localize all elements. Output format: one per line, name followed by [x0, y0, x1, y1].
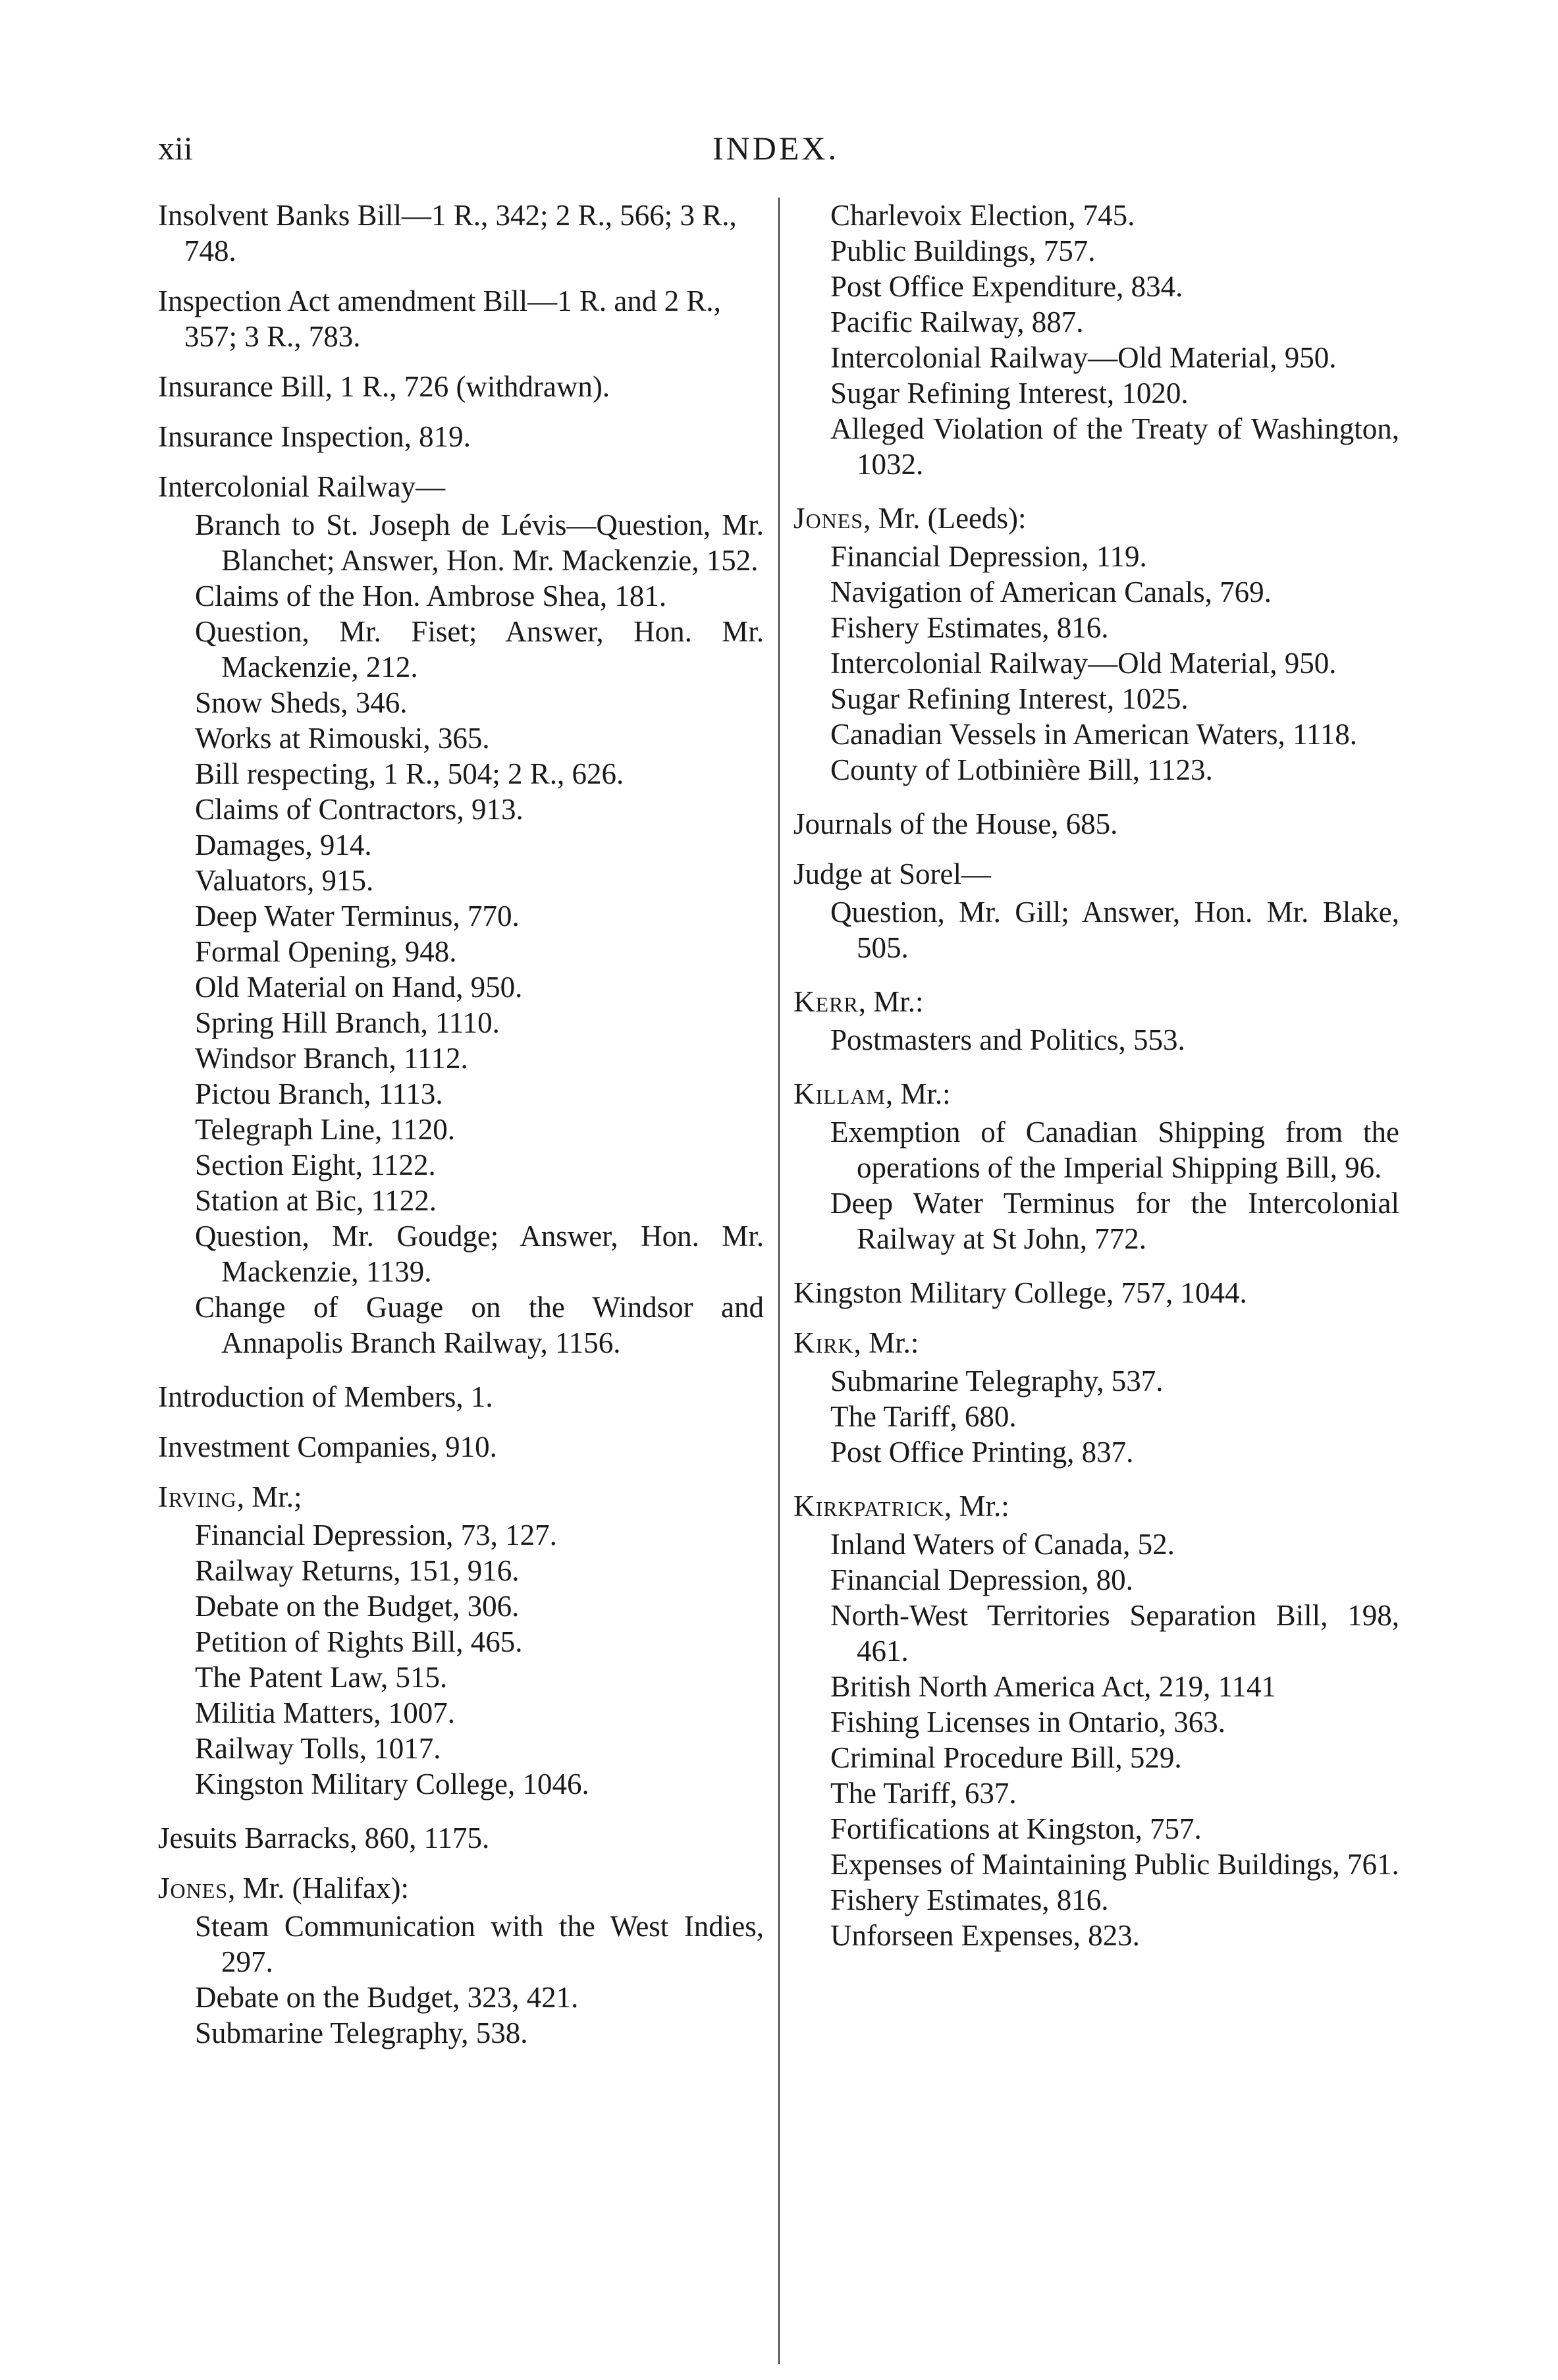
sub-entry: Sugar Refining Interest, 1025.	[830, 682, 1189, 715]
sub-entry: Petition of Rights Bill, 465.	[195, 1625, 523, 1658]
page-number: xii	[158, 130, 193, 167]
sub-entry: Fishery Estimates, 816.	[830, 1883, 1109, 1916]
sub-entry: Intercolonial Railway—Old Material, 950.	[830, 341, 1337, 374]
index-group-kerr	[793, 984, 1399, 1058]
index-entry: Insurance Bill, 1 R., 726 (withdrawn).	[158, 370, 610, 403]
member-suffix: , Mr.;	[236, 1480, 302, 1513]
sub-entry: Debate on the Budget, 323, 421.	[195, 1981, 579, 2014]
member-suffix: , Mr.:	[858, 985, 924, 1018]
member-suffix: , Mr.:	[944, 1490, 1009, 1523]
index-group-jones-leeds	[793, 500, 1399, 788]
index-entry: Insolvent Banks Bill—1 R., 342; 2 R., 566; 3 R., 748.	[158, 199, 737, 267]
index-entry: Kingston Military College, 757, 1044.	[793, 1276, 1247, 1309]
sub-entry: Sugar Refining Interest, 1020.	[830, 377, 1189, 410]
group-heading: Intercolonial Railway—	[158, 470, 446, 503]
sub-entry: Damages, 914.	[195, 828, 372, 861]
sub-entry: Branch to St. Joseph de Lévis—Question, Mr. Blanchet; Answer, Hon. Mr. Mackenzie, 152.	[195, 508, 764, 577]
member-name: Killam	[793, 1077, 886, 1110]
sub-entry: Question, Mr. Goudge; Answer, Hon. Mr. Mackenzie, 1139.	[195, 1220, 764, 1288]
sub-entry: Inland Waters of Canada, 52.	[830, 1528, 1175, 1561]
sub-entry: The Tariff, 680.	[830, 1400, 1017, 1433]
sub-entry: North-West Territories Separation Bill, 198, 461.	[830, 1599, 1399, 1667]
left-column	[158, 198, 764, 2069]
member-suffix: , Mr.:	[853, 1326, 919, 1359]
index-entry: Insurance Inspection, 819.	[158, 420, 471, 453]
sub-entry: Fishing Licenses in Ontario, 363.	[830, 1706, 1225, 1739]
sub-entry: Change of Guage on the Windsor and Annapolis Branch Railway, 1156.	[195, 1291, 764, 1359]
sub-entry: Claims of the Hon. Ambrose Shea, 181.	[195, 580, 667, 612]
page-title: INDEX.	[712, 130, 840, 167]
sub-entry: Financial Depression, 119.	[830, 540, 1147, 573]
group-heading	[793, 1488, 1399, 1524]
sub-entry: Deep Water Terminus, 770.	[195, 900, 520, 933]
group-heading	[793, 1076, 1399, 1112]
sub-entry: Deep Water Terminus for the Intercolonial Railway at St John, 772.	[830, 1187, 1399, 1255]
page-header	[158, 129, 1393, 175]
index-group-judge-at-sorel	[793, 856, 1399, 965]
sub-entry: Submarine Telegraphy, 537.	[830, 1365, 1164, 1397]
sub-entry: Claims of Contractors, 913.	[195, 793, 524, 826]
member-name: Kirkpatrick	[793, 1490, 945, 1523]
sub-entry: Militia Matters, 1007.	[195, 1696, 455, 1729]
sub-entry: Criminal Procedure Bill, 529.	[830, 1741, 1182, 1774]
sub-entry: Submarine Telegraphy, 538.	[195, 2016, 528, 2049]
sub-entry: Question, Mr. Gill; Answer, Hon. Mr. Blake, 505.	[830, 896, 1399, 964]
sub-entry: Pacific Railway, 887.	[830, 306, 1084, 338]
member-name: Jones	[793, 502, 864, 535]
group-heading	[793, 984, 1399, 1019]
sub-entry: Pictou Branch, 1113.	[195, 1077, 443, 1110]
sub-entry: Charlevoix Election, 745.	[830, 199, 1135, 232]
sub-entry: Railway Returns, 151, 916.	[195, 1554, 520, 1587]
sub-entry: The Patent Law, 515.	[195, 1661, 448, 1694]
index-entry: Journals of the House, 685.	[793, 807, 1118, 840]
sub-entry: Section Eight, 1122.	[195, 1149, 436, 1181]
sub-entry: Unforseen Expenses, 823.	[830, 1919, 1140, 1952]
sub-entry: Telegraph Line, 1120.	[195, 1113, 456, 1146]
right-column	[793, 198, 1399, 1972]
sub-entry: Fishery Estimates, 816.	[830, 611, 1109, 644]
group-heading	[793, 1325, 1399, 1361]
column-divider	[778, 198, 780, 2364]
sub-entry: Bill respecting, 1 R., 504; 2 R., 626.	[195, 757, 624, 790]
index-entry: Inspection Act amendment Bill—1 R. and 2 R., 357; 3 R., 783.	[158, 284, 721, 353]
index-group-kirk	[793, 1325, 1399, 1470]
sub-entry: County of Lotbinière Bill, 1123.	[830, 753, 1213, 786]
sub-entry: Navigation of American Canals, 769.	[830, 576, 1272, 609]
sub-entry: Spring Hill Branch, 1110.	[195, 1006, 500, 1039]
sub-entry: Kingston Military College, 1046.	[195, 1768, 589, 1800]
sub-entry: Railway Tolls, 1017.	[195, 1732, 441, 1765]
sub-entry: Post Office Printing, 837.	[830, 1436, 1134, 1469]
index-group-jones-halifax	[158, 1870, 764, 2051]
member-suffix: , Mr.:	[885, 1077, 951, 1110]
sub-entry: Windsor Branch, 1112.	[195, 1042, 468, 1075]
index-group-continued	[793, 198, 1399, 482]
sub-entry: Intercolonial Railway—Old Material, 950.	[830, 647, 1337, 680]
index-group-intercolonial-railway	[158, 469, 764, 1361]
index-group-irving	[158, 1479, 764, 1802]
member-name: Irving	[158, 1480, 237, 1513]
sub-entry: Question, Mr. Fiset; Answer, Hon. Mr. Mackenzie, 212.	[195, 615, 764, 684]
group-heading	[158, 1479, 764, 1515]
sub-entry: Financial Depression, 80.	[830, 1563, 1133, 1596]
sub-entry: Valuators, 915.	[195, 864, 374, 897]
member-name: Jones	[158, 1872, 228, 1905]
group-heading: Judge at Sorel—	[793, 857, 991, 890]
index-entry: Introduction of Members, 1.	[158, 1380, 493, 1413]
member-suffix: , Mr. (Leeds):	[863, 502, 1027, 535]
sub-entry: Formal Opening, 948.	[195, 935, 457, 968]
index-group-killam	[793, 1076, 1399, 1257]
sub-entry: Fortifications at Kingston, 757.	[830, 1812, 1202, 1845]
index-group-kirkpatrick	[793, 1488, 1399, 1953]
sub-entry: Exemption of Canadian Shipping from the operations of the Imperial Shipping Bill, 96.	[830, 1116, 1399, 1184]
index-entry: Jesuits Barracks, 860, 1175.	[158, 1822, 490, 1854]
sub-entry: British North America Act, 219, 1141	[830, 1670, 1276, 1703]
sub-entry: Post Office Expenditure, 834.	[830, 270, 1183, 303]
sub-entry: Postmasters and Politics, 553.	[830, 1023, 1185, 1056]
sub-entry: The Tariff, 637.	[830, 1777, 1017, 1810]
sub-entry: Alleged Violation of the Treaty of Washington, 1032.	[830, 412, 1399, 481]
group-heading	[793, 500, 1399, 536]
sub-entry: Station at Bic, 1122.	[195, 1184, 437, 1217]
sub-entry: Snow Sheds, 346.	[195, 686, 408, 719]
sub-entry: Public Buildings, 757.	[830, 234, 1096, 267]
member-suffix: , Mr. (Halifax):	[228, 1872, 409, 1905]
member-name: Kerr	[793, 985, 859, 1018]
group-heading	[158, 1870, 764, 1906]
sub-entry: Steam Communication with the West Indies, 297.	[195, 1910, 764, 1978]
member-name: Kirk	[793, 1326, 854, 1359]
sub-entry: Expenses of Maintaining Public Buildings, 761.	[830, 1848, 1399, 1881]
sub-entry: Old Material on Hand, 950.	[195, 971, 523, 1004]
sub-entry: Works at Rimouski, 365.	[195, 722, 490, 755]
sub-entry: Debate on the Budget, 306.	[195, 1590, 520, 1623]
index-entry: Investment Companies, 910.	[158, 1430, 497, 1463]
sub-entry: Financial Depression, 73, 127.	[195, 1519, 557, 1552]
sub-entry: Canadian Vessels in American Waters, 1118.	[830, 718, 1357, 751]
